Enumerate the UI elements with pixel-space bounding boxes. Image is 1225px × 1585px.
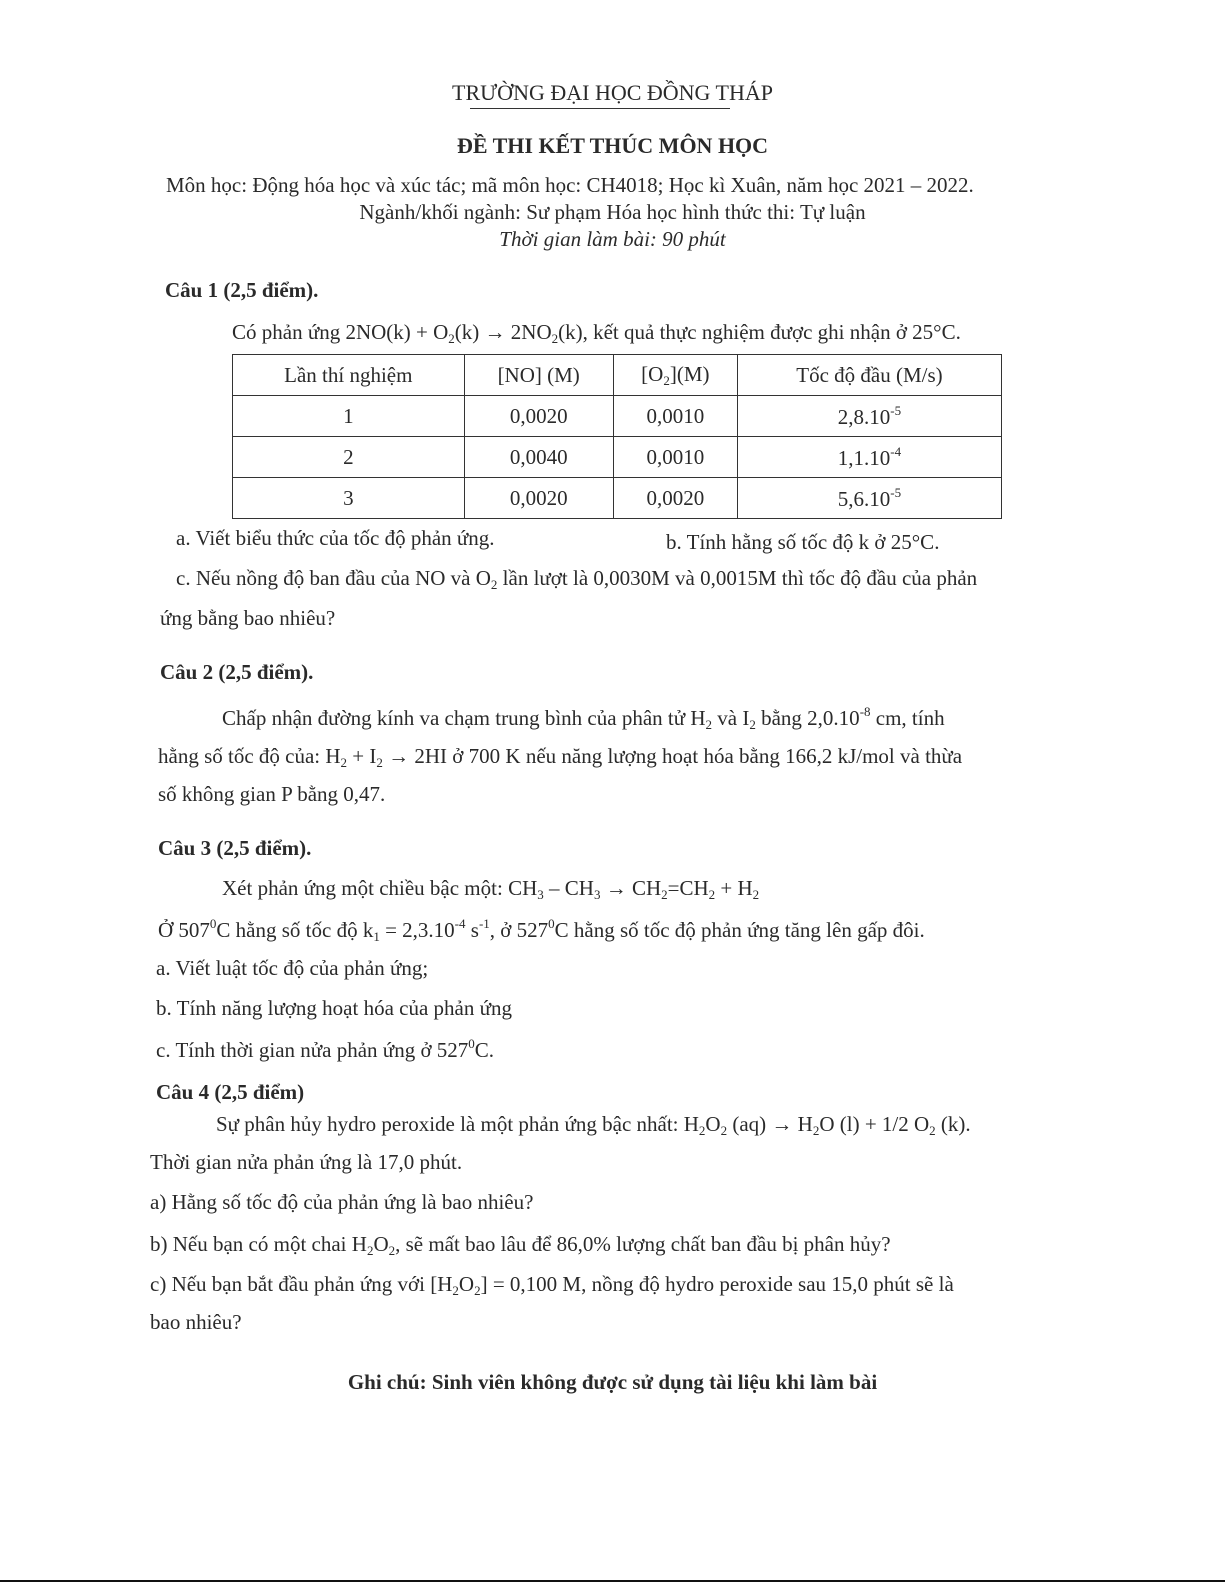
header-rate: Tốc độ đầu (M/s) bbox=[737, 355, 1001, 396]
q3-title: Câu 3 (2,5 điểm). bbox=[158, 836, 312, 860]
q1-part-c-line1: c. Nếu nồng độ ban đầu của NO và $O_2$ lần lượt là 0,0030M và 0,0015M thì tốc độ đầu của phản bbox=[176, 566, 978, 592]
cell-trial: 1 bbox=[233, 396, 465, 437]
q3-line1: Xét phản ứng một chiều bậc một: $CH_3 - CH_3 \to CH_2=CH_2 + H_2$ bbox=[222, 876, 760, 902]
cell-rate: $2,8.10^{-5}$ bbox=[737, 396, 1001, 437]
exam-title: ĐỀ THI KẾT THÚC MÔN HỌC bbox=[456, 133, 769, 158]
table-row bbox=[233, 478, 1002, 519]
q4-part-c-line1: c) Nếu bạn bắt đầu phản ứng với $[H_2O_2] = 0,100$ M, nồng độ hydro peroxide sau 15,0 phút sẽ là bbox=[150, 1272, 954, 1298]
cell-trial: 3 bbox=[233, 478, 465, 519]
exam-note: Ghi chú: Sinh viên không được sử dụng tài liệu khi làm bài bbox=[347, 1370, 878, 1394]
school-underline bbox=[470, 108, 730, 109]
cell-no: 0,0040 bbox=[464, 437, 613, 478]
q1-part-a: a. Viết biểu thức của tốc độ phản ứng. bbox=[176, 526, 495, 550]
q1-part-c-line2: ứng bằng bao nhiêu? bbox=[160, 606, 336, 630]
q2-line1: Chấp nhận đường kính va chạm trung bình của phân tử $H_2$ và $I_2$ bằng $2,0.10^{-8}$ cm, tính bbox=[222, 704, 945, 732]
q3-part-a: a. Viết luật tốc độ của phản ứng; bbox=[156, 956, 429, 980]
q1-part-b: b. Tính hằng số tốc độ k ở 25°C. bbox=[666, 530, 940, 554]
q1-title: Câu 1 (2,5 điểm). bbox=[165, 278, 319, 302]
q3-line2: Ở $507^0C$ hằng số tốc độ $k_1 = 2,3.10^{-4}$ $s^{-1}$, ở $527^0C$ hằng số tốc độ phản ứng tăng lên gấp đôi. bbox=[158, 916, 925, 944]
cell-o2: 0,0010 bbox=[613, 396, 737, 437]
q4-part-a: a) Hằng số tốc độ của phản ứng là bao nhiêu? bbox=[150, 1190, 534, 1214]
cell-no: 0,0020 bbox=[464, 478, 613, 519]
q4-line1: Sự phân hủy hydro peroxide là một phản ứng bậc nhất: $H_2O_2$ $(aq) \to H_2O$ (l) + 1/2 $O_2$ (k). bbox=[216, 1112, 971, 1138]
major-info: Ngành/khối ngành: Sư phạm Hóa học hình thức thi: Tự luận bbox=[359, 200, 866, 224]
q4-part-b: b) Nếu bạn có một chai $H_2O_2$, sẽ mất bao lâu để 86,0% lượng chất ban đầu bị phân hủy? bbox=[150, 1232, 891, 1258]
cell-rate: $1,1.10^{-4}$ bbox=[737, 437, 1001, 478]
cell-no: 0,0020 bbox=[464, 396, 613, 437]
exam-time: Thời gian làm bài: 90 phút bbox=[499, 227, 726, 251]
q3-part-b: b. Tính năng lượng hoạt hóa của phản ứng bbox=[156, 996, 512, 1020]
q1-data-table bbox=[232, 354, 1002, 519]
q4-title: Câu 4 (2,5 điểm) bbox=[156, 1080, 305, 1104]
table-row bbox=[233, 396, 1002, 437]
school-name: TRƯỜNG ĐẠI HỌC ĐỒNG THÁP bbox=[452, 80, 773, 105]
q2-title: Câu 2 (2,5 điểm). bbox=[160, 660, 314, 684]
table-row bbox=[233, 437, 1002, 478]
cell-rate: $5,6.10^{-5}$ bbox=[737, 478, 1001, 519]
q1-intro: Có phản ứng $2NO(k) + O_2(k) \to 2NO_2(k)$, kết quả thực nghiệm được ghi nhận ở 25°C. bbox=[232, 320, 961, 346]
course-info: Môn học: Động hóa học và xúc tác; mã môn học: CH4018; Học kì Xuân, năm học 2021 – 2022. bbox=[166, 173, 974, 197]
q4-line2: Thời gian nửa phản ứng là 17,0 phút. bbox=[150, 1150, 463, 1174]
q2-line3: số không gian P bằng 0,47. bbox=[158, 782, 386, 806]
table-header-row bbox=[233, 355, 1002, 396]
header-no: [NO] (M) bbox=[464, 355, 613, 396]
q2-line2: hằng số tốc độ của: $H_2 + I_2 \to 2HI$ ở 700 K nếu năng lượng hoạt hóa bằng 166,2 kJ/mol và thừa bbox=[158, 744, 963, 770]
cell-o2: 0,0010 bbox=[613, 437, 737, 478]
q4-part-c-line2: bao nhiêu? bbox=[150, 1310, 242, 1334]
header-o2: $[O_2](M)$ bbox=[613, 355, 737, 396]
header-trial: Lần thí nghiệm bbox=[233, 355, 465, 396]
cell-trial: 2 bbox=[233, 437, 465, 478]
q3-part-c: c. Tính thời gian nửa phản ứng ở $527^0C$. bbox=[156, 1036, 495, 1062]
cell-o2: 0,0020 bbox=[613, 478, 737, 519]
bottom-border bbox=[0, 1580, 1225, 1582]
